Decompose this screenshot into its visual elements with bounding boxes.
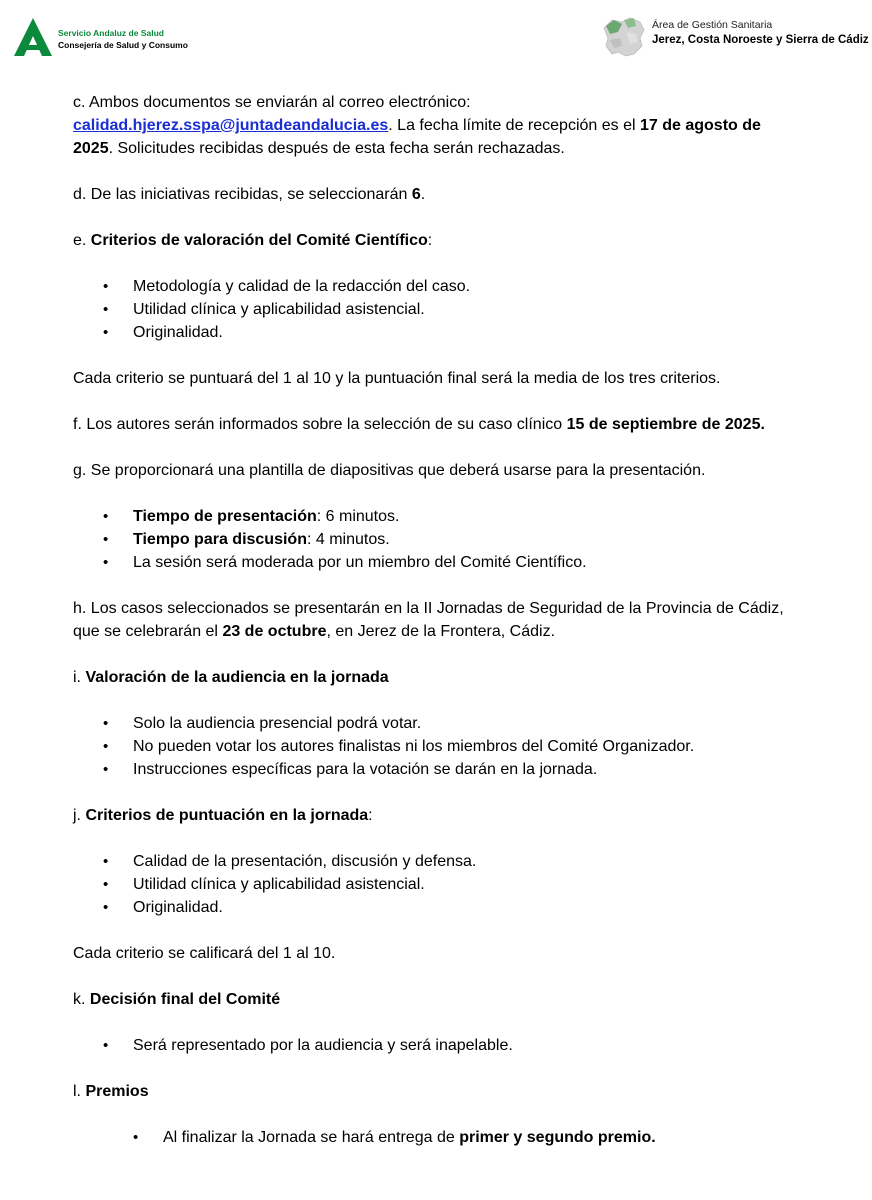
section-k-title: Decisión final del Comité bbox=[89, 991, 281, 1008]
junta-andalucia-logo-icon bbox=[12, 16, 54, 58]
section-h bbox=[73, 597, 793, 643]
list-item: • Solo la audiencia presencial podrá votar. bbox=[73, 712, 793, 735]
section-j-note: Cada criterio se calificará del 1 al 10. bbox=[73, 945, 336, 962]
list-item: • Originalidad. bbox=[73, 321, 793, 344]
section-i-title: Valoración de la audiencia en la jornada bbox=[85, 669, 389, 686]
section-g-list bbox=[73, 505, 793, 574]
section-l-title: Premios bbox=[85, 1083, 149, 1100]
list-item: • La sesión será moderada por un miembro del Comité Científico. bbox=[73, 551, 793, 574]
email-link[interactable]: calidad.hjerez.sspa@juntadeandalucia.es bbox=[73, 117, 389, 134]
presentation-time-label: Tiempo de presentación bbox=[133, 508, 317, 525]
list-item: • Metodología y calidad de la redacción del caso. bbox=[73, 275, 793, 298]
list-item: • Utilidad clínica y aplicabilidad asistencial. bbox=[73, 298, 793, 321]
list-item: • Será representado por la audiencia y será inapelable. bbox=[73, 1034, 793, 1057]
section-l-list bbox=[73, 1126, 793, 1149]
area-title: Área de Gestión Sanitaria bbox=[652, 19, 773, 31]
list-item: • Instrucciones específicas para la votación se darán en la jornada. bbox=[73, 758, 793, 781]
prize-bold: primer y segundo premio. bbox=[459, 1129, 656, 1146]
section-i-prefix: i. bbox=[73, 669, 86, 686]
section-k-heading bbox=[73, 988, 793, 1011]
section-f-text: f. Los autores serán informados sobre la selección de su caso clínico bbox=[73, 416, 567, 433]
sas-name: Servicio Andaluz de Salud bbox=[58, 28, 164, 38]
section-k-list bbox=[73, 1034, 793, 1057]
province-map-icon bbox=[600, 14, 646, 60]
section-i-heading bbox=[73, 666, 793, 689]
list-item: • Utilidad clínica y aplicabilidad asistencial. bbox=[73, 873, 793, 896]
area-gestion-text bbox=[652, 18, 869, 48]
section-d-end: . bbox=[420, 186, 426, 203]
selection-count: 6 bbox=[411, 186, 421, 203]
section-j-title: Criterios de puntuación en la jornada bbox=[85, 807, 369, 824]
list-item: • No pueden votar los autores finalistas ni los miembros del Comité Organizador. bbox=[73, 735, 793, 758]
section-h-text: h. Los casos seleccionados se presentarán en la II Jornadas de Seguridad de la Provincia de Cádiz, que se celebrarán el bbox=[73, 600, 784, 640]
discussion-time-value: : 4 minutos. bbox=[306, 531, 390, 548]
section-c-prefix: c. Ambos documentos se enviarán al correo electrónico: bbox=[73, 94, 471, 111]
section-k-prefix: k. bbox=[73, 991, 90, 1008]
consejeria-name: Consejería de Salud y Consumo bbox=[58, 40, 188, 50]
section-h-end: , en Jerez de la Frontera, Cádiz. bbox=[326, 623, 556, 640]
section-e-list bbox=[73, 275, 793, 344]
section-j-heading bbox=[73, 804, 793, 827]
list-item bbox=[73, 505, 793, 528]
section-c-tail: . Solicitudes recibidas después de esta fecha serán rechazadas. bbox=[108, 140, 565, 157]
section-c-after-email: . La fecha límite de recepción es el bbox=[388, 117, 640, 134]
list-item: • Calidad de la presentación, discusión y defensa. bbox=[73, 850, 793, 873]
area-subtitle: Jerez, Costa Noroeste y Sierra de Cádiz bbox=[652, 34, 869, 46]
section-e-prefix: e. bbox=[73, 232, 91, 249]
section-e-colon: : bbox=[427, 232, 433, 249]
section-i-list bbox=[73, 712, 793, 781]
page-header bbox=[0, 0, 872, 70]
section-g: g. Se proporcionará una plantilla de diapositivas que deberá usarse para la presentación. bbox=[73, 462, 706, 479]
section-j-list bbox=[73, 850, 793, 919]
prize-text: Al finalizar la Jornada se hará entrega de bbox=[163, 1129, 460, 1146]
list-item: • Originalidad. bbox=[73, 896, 793, 919]
deadline-date: 17 de agosto de 2025 bbox=[73, 117, 761, 157]
section-e-title: Criterios de valoración del Comité Científico bbox=[90, 232, 428, 249]
presentation-time-value: : 6 minutos. bbox=[316, 508, 400, 525]
event-date: 23 de octubre bbox=[222, 623, 327, 640]
section-l-prefix: l. bbox=[73, 1083, 86, 1100]
section-j-colon: : bbox=[368, 807, 373, 824]
section-d-text: d. De las iniciativas recibidas, se seleccionarán bbox=[73, 186, 412, 203]
list-item bbox=[73, 528, 793, 551]
list-item bbox=[73, 1126, 793, 1149]
document-body bbox=[73, 91, 793, 1149]
section-j-prefix: j. bbox=[73, 807, 86, 824]
section-f bbox=[73, 413, 793, 436]
section-c bbox=[73, 91, 793, 160]
section-e-note: Cada criterio se puntuará del 1 al 10 y la puntuación final será la media de los tres criterios. bbox=[73, 370, 721, 387]
notification-date: 15 de septiembre de 2025. bbox=[566, 416, 765, 433]
section-d bbox=[73, 183, 793, 206]
section-e-heading bbox=[73, 229, 793, 252]
sas-logo-text bbox=[58, 27, 188, 51]
section-l-heading bbox=[73, 1080, 793, 1103]
discussion-time-label: Tiempo para discusión bbox=[133, 531, 307, 548]
